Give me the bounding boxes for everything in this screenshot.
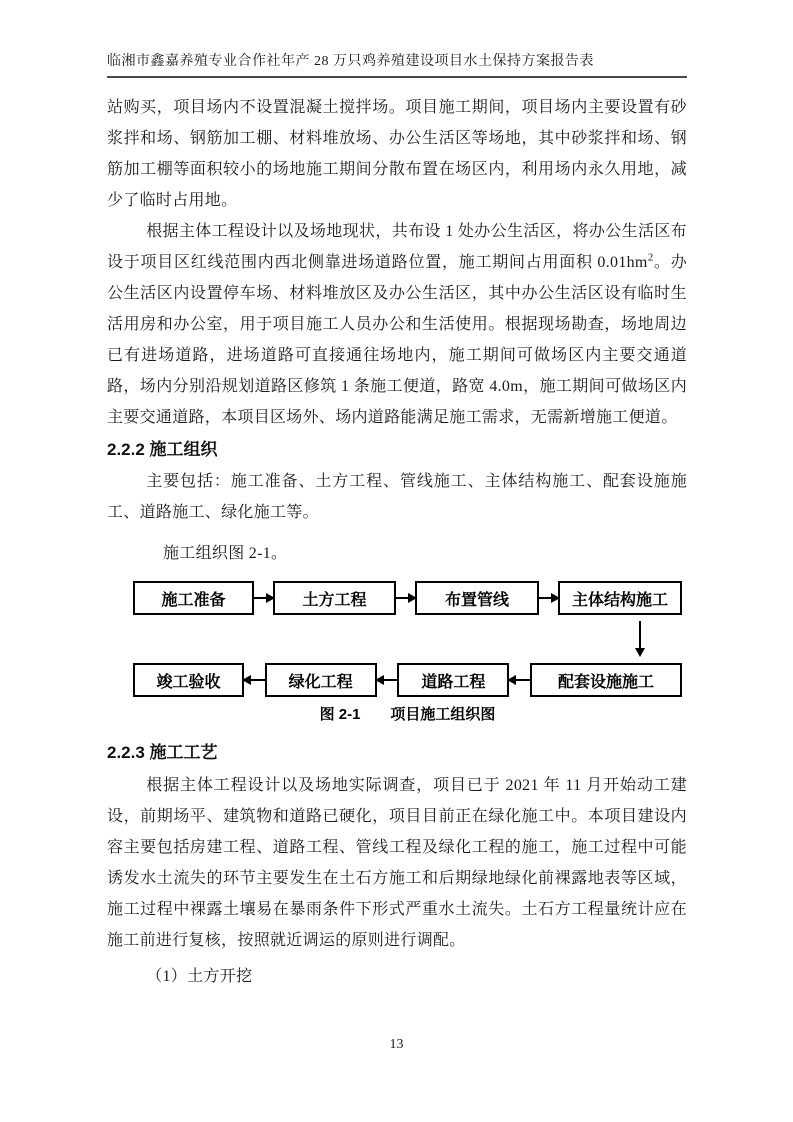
flow-spacer bbox=[133, 615, 682, 663]
figure-caption-label: 图 2-1 bbox=[319, 706, 361, 723]
arrow-left-icon bbox=[509, 679, 530, 681]
arrow-right-icon bbox=[396, 597, 415, 599]
arrow-left-icon bbox=[244, 679, 265, 681]
arrow-right-icon bbox=[539, 597, 558, 599]
paragraph-construction-scope: 主要包括：施工准备、土方工程、管线施工、主体结构施工、配套设施施工、道路施工、绿化施工等。 bbox=[107, 473, 687, 521]
section-heading-2-2-2: 2.2.2 施工组织 bbox=[107, 440, 218, 459]
page-header bbox=[107, 54, 687, 78]
flow-row-2 bbox=[133, 663, 682, 697]
page-content bbox=[107, 92, 687, 992]
arrow-left-icon bbox=[377, 679, 398, 681]
arrow-down-icon bbox=[639, 621, 641, 649]
figure-reference: 施工组织图 2-1。 bbox=[163, 545, 288, 562]
flow-row-1 bbox=[133, 581, 682, 615]
construction-flowchart-figure bbox=[133, 581, 682, 724]
list-item-earth-excavation: （1）土方开挖 bbox=[146, 968, 253, 985]
figure-caption-title: 项目施工组织图 bbox=[390, 706, 496, 723]
flow-box-supporting-facilities: 配套设施施工 bbox=[530, 663, 682, 697]
flow-box-greening-works: 绿化工程 bbox=[265, 663, 377, 697]
flow-box-construction-preparation: 施工准备 bbox=[133, 581, 254, 615]
paragraph-text-segment: 。办公生活区内设置停车场、材料堆放区及办公生活区，其中办公生活区设有临时生活用房和办公室，用于项目施工人员办公和生活使用。根据现场勘查，场地周边已有进场道路，进场道路可直接通往场地内，施工期间可做场区内主要交通道路，场内分别沿规划道路区修筑 1 条施工便道，路宽 4.0m，施工期间可做场区内主要交通道路，本项目区场外、场内道路能满足施工需求，无需新增施工便道。 bbox=[107, 254, 687, 426]
section-heading-2-2-3: 2.2.3 施工工艺 bbox=[107, 743, 218, 762]
flow-box-road-works: 道路工程 bbox=[397, 663, 509, 697]
paragraph-office-living-area bbox=[107, 216, 687, 433]
paragraph-continuation: 站购买，项目场内不设置混凝土搅拌场。项目施工期间，项目场内主要设置有砂浆拌和场、钢筋加工棚、材料堆放场、办公生活区等场地，其中砂浆拌和场、钢筋加工棚等面积较小的场地施工期间分散布置在场区内，利用场内永久用地，减少了临时占用地。 bbox=[107, 99, 687, 209]
paragraph-construction-process: 根据主体工程设计以及场地实际调查，项目已于 2021 年 11 月开始动工建设，前期场平、建筑物和道路已硬化，项目目前正在绿化施工中。本项目建设内容主要包括房建工程、道路工程、管线工程及绿化工程的施工，施工过程中可能诱发水土流失的环节主要发生在土石方施工和后期绿地绿化前裸露地表等区域，施工过程中裸露土壤易在暴雨条件下形式严重水土流失。土石方工程量统计应在施工前进行复核，按照就近调运的原则进行调配。 bbox=[107, 777, 687, 949]
paragraph-text-segment: 根据主体工程设计以及场地现状，共布设 1 处办公生活区，将办公生活区布设于项目区红线范围内西北侧靠进场道路位置，施工期间占用面积 0.01hm bbox=[107, 223, 687, 271]
flow-box-main-structure-construction: 主体结构施工 bbox=[558, 581, 682, 615]
arrow-right-icon bbox=[254, 597, 273, 599]
flow-box-earthwork: 土方工程 bbox=[273, 581, 396, 615]
flow-box-completion-acceptance: 竣工验收 bbox=[133, 663, 244, 697]
flow-box-pipeline-layout: 布置管线 bbox=[415, 581, 539, 615]
superscript-2: 2 bbox=[647, 251, 654, 264]
header-title: 临湘市鑫嘉养殖专业合作社年产 28 万只鸡养殖建设项目水土保持方案报告表 bbox=[107, 54, 594, 69]
page-footer bbox=[0, 1037, 793, 1053]
page-number: 13 bbox=[389, 1037, 404, 1052]
figure-caption bbox=[133, 703, 682, 724]
